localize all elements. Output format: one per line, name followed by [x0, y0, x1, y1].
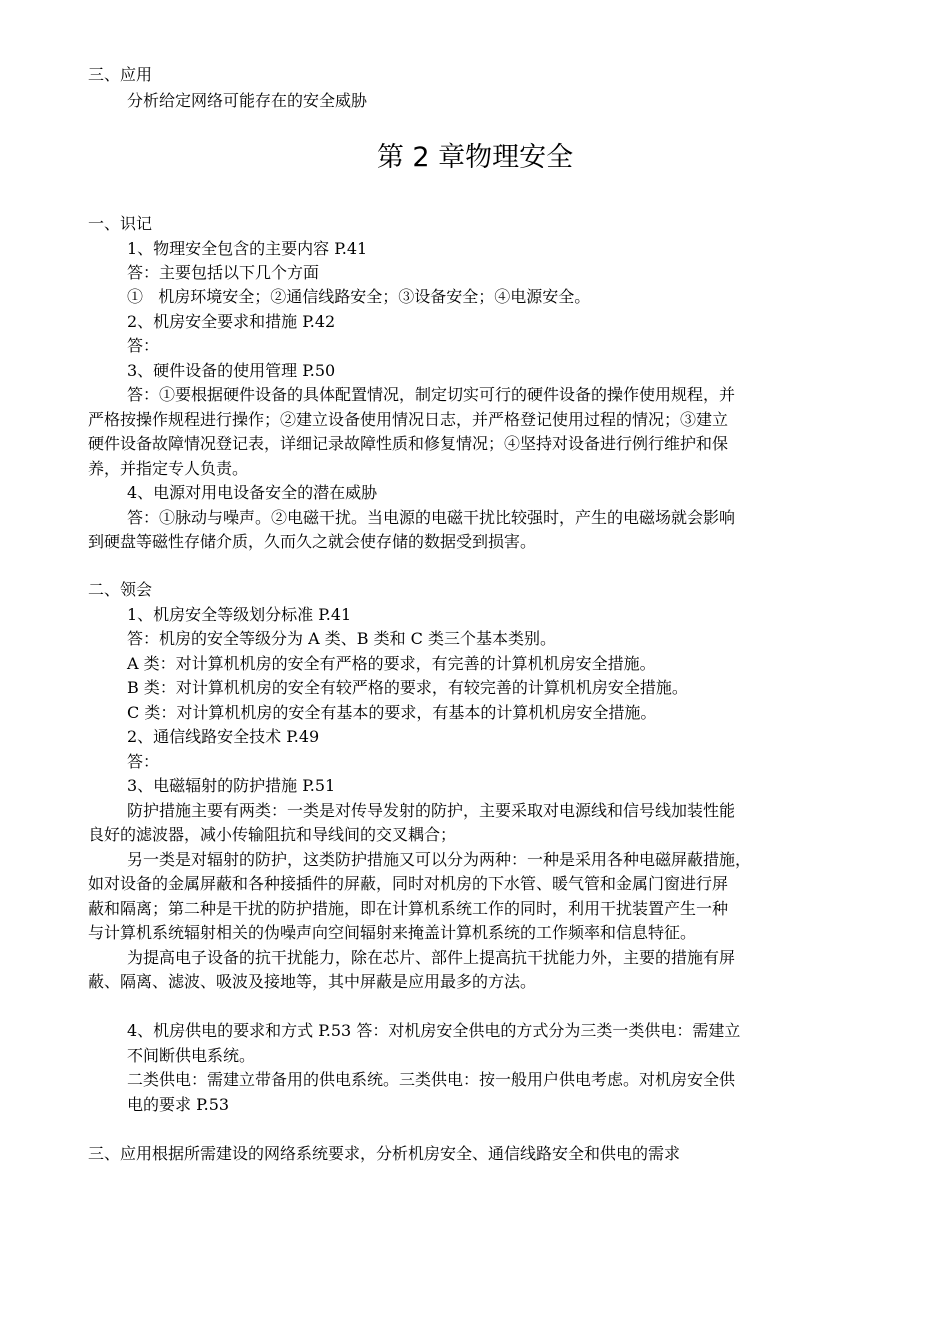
s2-q3-para2-line: 与计算机系统辐射相关的伪噪声向空间辐射来掩盖计算机系统的工作频率和信息特征。	[88, 923, 697, 942]
s1-q4-line: 答：①脉动与噪声。②电磁干扰。当电源的电磁干扰比较强时，产生的电磁场就会影响	[127, 508, 736, 527]
s1-q1-answer: 答：主要包括以下几个方面	[127, 263, 320, 282]
s2-q3-para2-line: 另一类是对辐射的防护，这类防护措施又可以分为两种：一种是采用各种电磁屏蔽措施，	[127, 850, 752, 869]
s2-q3-para1-line: 防护措施主要有两类：一类是对传导发射的防护，主要采取对电源线和信号线加装性能	[127, 801, 736, 820]
s2-q3-para1-line: 良好的滤波器，减小传输阻抗和导线间的交叉耦合；	[88, 825, 457, 844]
s2-q3-para2-line: 如对设备的金属屏蔽和各种接插件的屏蔽，同时对机房的下水管、暖气管和金属门窗进行屏	[88, 874, 729, 893]
s2-class-c: C 类：对计算机机房的安全有基本的要求，有基本的计算机机房安全措施。	[127, 703, 657, 722]
s1-q3-line: 严格按操作规程进行操作；②建立设备使用情况日志，并严格登记使用过程的情况；③建立	[88, 410, 729, 429]
s1-q1-items: ① 机房环境安全；②通信线路安全；③设备安全；④电源安全。	[127, 287, 591, 306]
s2-q3-para3-line: 为提高电子设备的抗干扰能力，除在芯片、部件上提高抗干扰能力外，主要的措施有屏	[127, 948, 736, 967]
s2-q4-line: 不间断供电系统。	[127, 1046, 256, 1065]
s1-q3-line: 养，并指定专人负责。	[88, 459, 249, 478]
s2-q4-line: 二类供电：需建立带备用的供电系统。三类供电：按一般用户供电考虑。对机房安全供	[127, 1070, 736, 1089]
s1-q1-title: 1、物理安全包含的主要内容 P.41	[127, 239, 368, 258]
s1-q4-line: 到硬盘等磁性存储介质，久而久之就会使存储的数据受到损害。	[88, 532, 537, 551]
s2-class-a: A 类：对计算机机房的安全有严格的要求，有完善的计算机机房安全措施。	[127, 654, 656, 673]
s1-q2-answer: 答：	[127, 336, 160, 355]
s1-q3-line: 硬件设备故障情况登记表，详细记录故障性质和修复情况；④坚持对设备进行例行维护和保	[88, 434, 729, 453]
intro-heading: 三、应用	[88, 65, 153, 84]
s2-q2-title: 2、通信线路安全技术 P.49	[127, 727, 320, 746]
chapter-title: 第 2 章物理安全	[376, 142, 574, 173]
s2-q3-para2-line: 蔽和隔离；第二种是干扰的防护措施，即在计算机系统工作的同时，利用干扰装置产生一种	[88, 899, 729, 918]
s2-q2-answer: 答：	[127, 752, 160, 771]
section2-heading: 二、领会	[88, 580, 153, 599]
s2-class-b: B 类：对计算机机房的安全有较严格的要求，有较完善的计算机机房安全措施。	[127, 678, 688, 697]
s2-q3-para3-line: 蔽、隔离、滤波、吸波及接地等，其中屏蔽是应用最多的方法。	[88, 972, 537, 991]
s1-q4-title: 4、电源对用电设备安全的潜在威胁	[127, 483, 378, 502]
s1-q2-title: 2、机房安全要求和措施 P.42	[127, 312, 336, 331]
intro-text: 分析给定网络可能存在的安全威胁	[127, 91, 368, 110]
section1-heading: 一、识记	[88, 214, 153, 233]
s2-q1-answer: 答：机房的安全等级分为 A 类、B 类和 C 类三个基本类别。	[127, 629, 556, 648]
s1-q3-title: 3、硬件设备的使用管理 P.50	[127, 361, 336, 380]
s1-q3-line: 答：①要根据硬件设备的具体配置情况，制定切实可行的硬件设备的操作使用规程，并	[127, 385, 736, 404]
s2-q1-title: 1、机房安全等级划分标准 P.41	[127, 605, 352, 624]
s2-q4-line: 4、机房供电的要求和方式 P.53 答：对机房安全供电的方式分为三类一类供电：需建立	[127, 1021, 741, 1040]
section3-text: 三、应用根据所需建设的网络系统要求，分析机房安全、通信线路安全和供电的需求	[88, 1144, 681, 1163]
s2-q3-title: 3、电磁辐射的防护措施 P.51	[127, 776, 336, 795]
s2-q4-line: 电的要求 P.53	[127, 1095, 230, 1114]
